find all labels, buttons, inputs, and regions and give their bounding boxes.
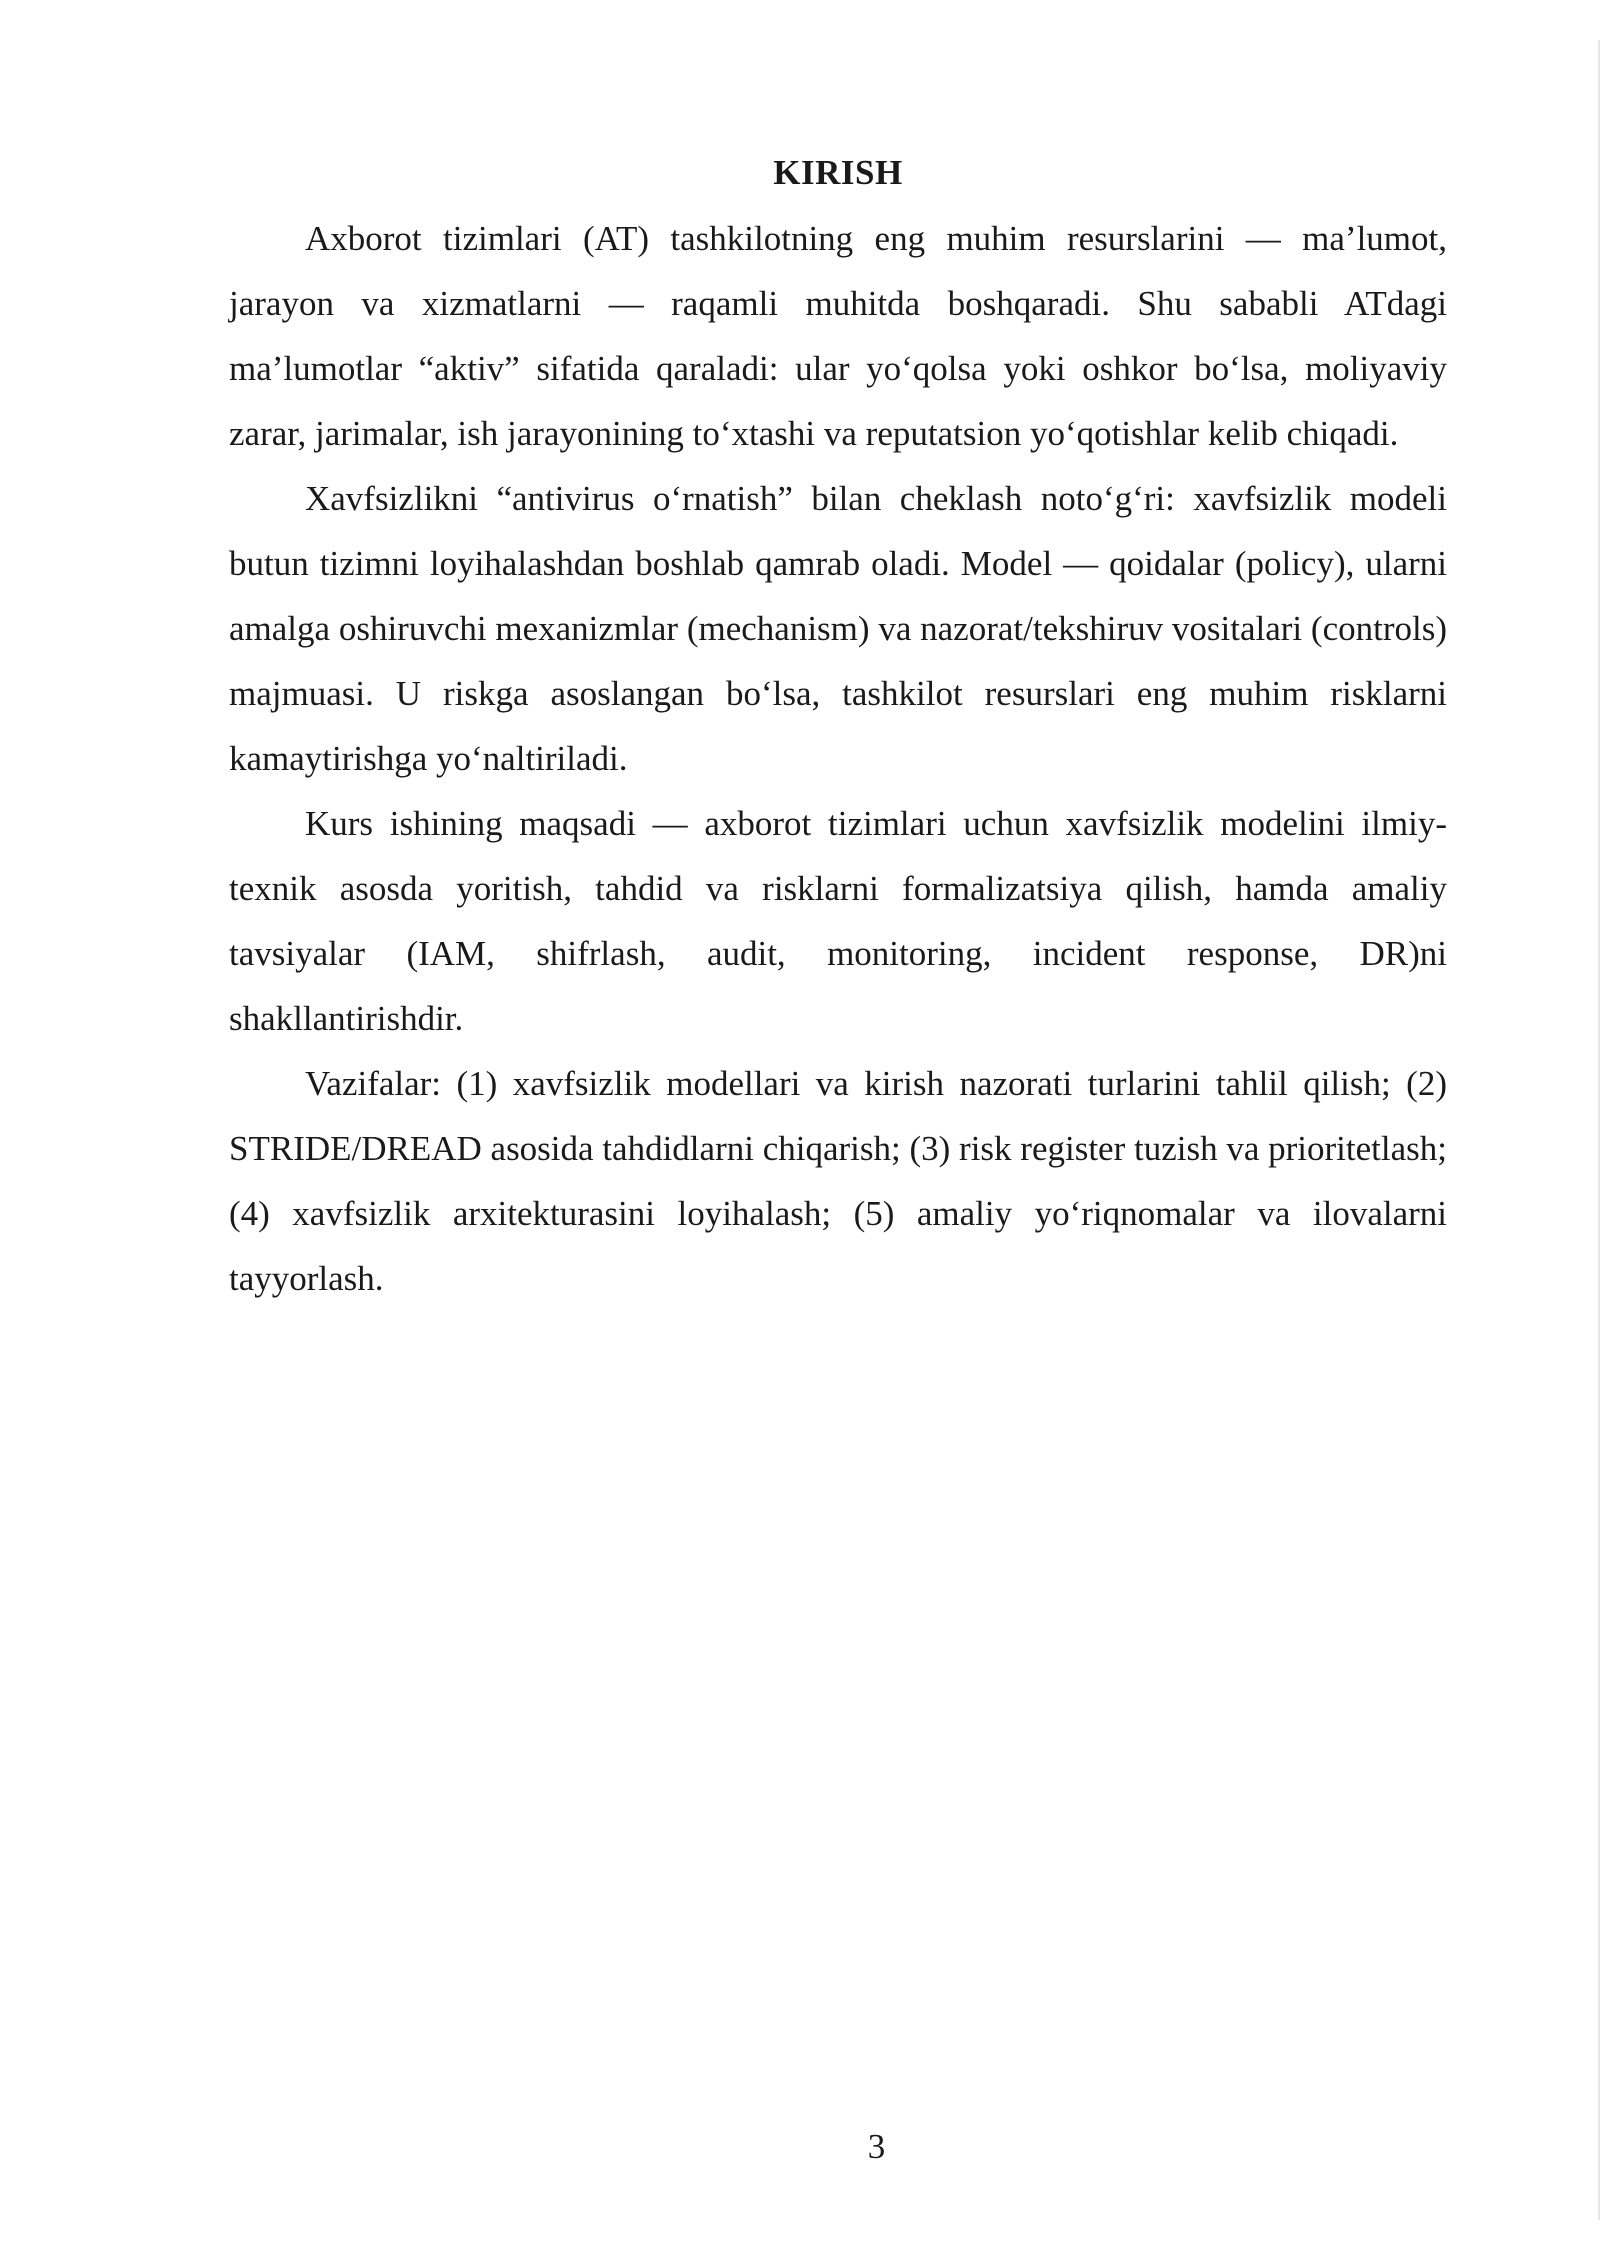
- paragraph-intro: Axborot tizimlari (AT) tashkilotning eng muhim resurslarini — ma’lumot, jarayon va xizmatlarni — raqamli muhitda boshqaradi. Shu sababli ATdagi ma’lumotlar “aktiv” sifatida qaraladi: ular yo‘qolsa yoki oshkor bo‘lsa, moliyaviy zarar, jarimalar, ish jarayonining to‘xtashi va reputatsion yo‘qotishlar kelib chiqadi.: [229, 219, 1447, 453]
- section-title: KIRISH: [773, 153, 903, 192]
- paragraph-goal: Kurs ishining maqsadi — axborot tizimlari uchun xavfsizlik modelini ilmiy-texnik asosda yoritish, tahdid va risklarni formalizatsiya qilish, hamda amaliy tavsiyalar (IAM, shifrlash, audit, monitoring, incident response, DR)ni shakllantirishdir.: [229, 804, 1447, 1038]
- page-number: 3: [867, 2127, 886, 2166]
- paragraph-tasks: Vazifalar: (1) xavfsizlik modellari va kirish nazorati turlarini tahlil qilish; (2) STRIDE/DREAD asosida tahdidlarni chiqarish; (3) risk register tuzish va prioritetlash; (4) xavfsizlik arxitekturasini loyihalash; (5) amaliy yo‘riqnomalar va ilovalarni tayyorlash.: [229, 1064, 1447, 1298]
- page-content: [229, 148, 1447, 1311]
- paragraph-security-model: Xavfsizlikni “antivirus o‘rnatish” bilan cheklash noto‘g‘ri: xavfsizlik modeli butun tizimni loyihalashdan boshlab qamrab oladi. Model — qoidalar (policy), ularni amalga oshiruvchi mexanizmlar (mechanism) va nazorat/tekshiruv vositalari (controls) majmuasi. U riskga asoslangan bo‘lsa, tashkilot resurslari eng muhim risklarni kamaytirishga yo‘naltiriladi.: [229, 479, 1447, 778]
